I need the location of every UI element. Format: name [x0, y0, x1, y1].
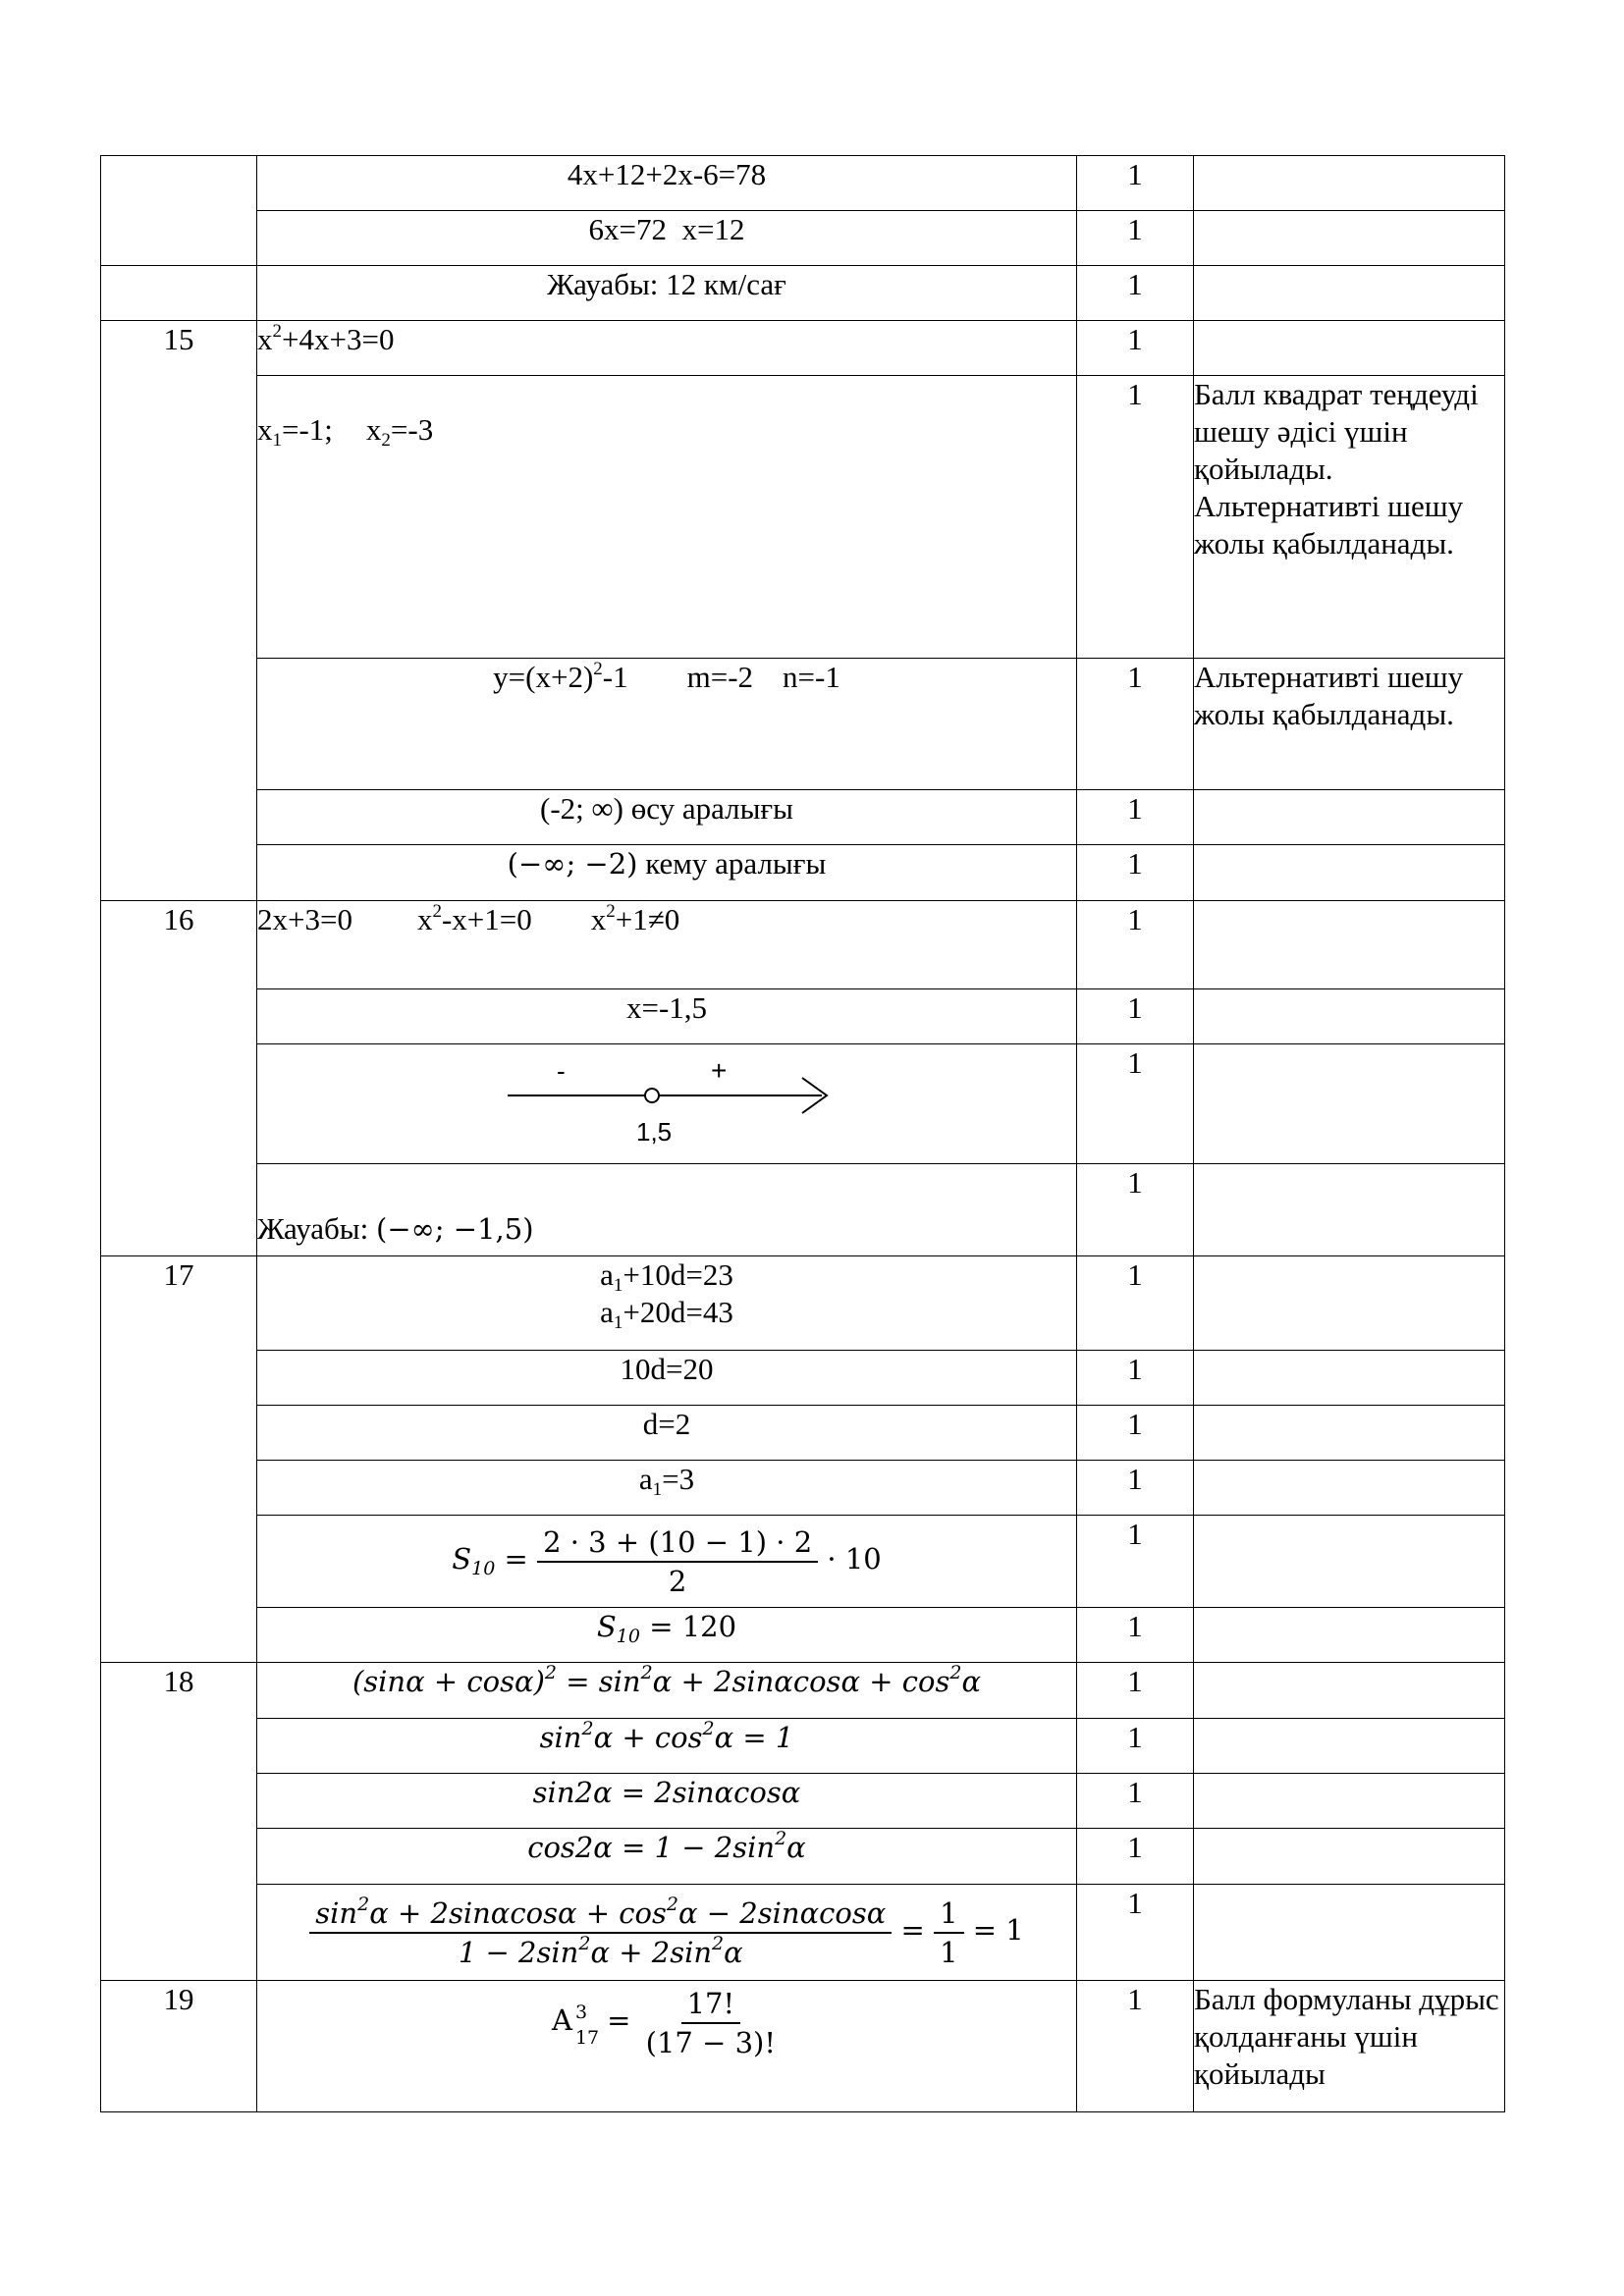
solution-step: $a_1=3$	[257, 1461, 1077, 1516]
solution-step: x=-1,5	[257, 989, 1077, 1044]
point-label: 1,5	[636, 1117, 673, 1147]
points-cell: 1	[1077, 1406, 1194, 1461]
table-row	[101, 901, 1505, 989]
table-row	[101, 266, 1505, 321]
open-point-icon	[645, 1089, 659, 1102]
comment-cell	[1194, 321, 1505, 376]
comment-cell	[1194, 901, 1505, 989]
solution-step: (−∞; −2) кему аралығы	[257, 845, 1077, 901]
comment-cell	[1194, 1516, 1505, 1608]
table-row	[101, 211, 1505, 266]
points-cell: 1	[1077, 845, 1194, 901]
points-cell: 1	[1077, 1829, 1194, 1885]
table-row	[101, 1663, 1505, 1719]
comment-cell	[1194, 1829, 1505, 1885]
comment-cell	[1194, 790, 1505, 845]
solution-step: d=2	[257, 1406, 1077, 1461]
task-number-17: 17	[101, 1256, 257, 1663]
number-line-cell	[257, 1044, 1077, 1164]
solution-step: $S_{10}$ = $\frac{2 \cdot 3 + (10 - 1) \cdot 2}{2}$ · 10	[257, 1516, 1077, 1608]
table-row	[101, 1351, 1505, 1406]
solution-step: $x_1=-1$; $x_2=-3$	[257, 376, 1077, 659]
comment-cell	[1194, 1608, 1505, 1663]
table-row	[101, 845, 1505, 901]
points-cell: 1	[1077, 1461, 1194, 1516]
solution-step: $\sin^2\alpha + \cos^2\alpha = 1$	[257, 1719, 1077, 1774]
solution-step: $\cos 2\alpha = 1 - 2\sin^2\alpha$	[257, 1829, 1077, 1885]
points-cell: 1	[1077, 989, 1194, 1044]
solution-step: $x^2+4x+3=0$	[257, 321, 1077, 376]
table-row	[101, 1608, 1505, 1663]
points-cell: 1	[1077, 376, 1194, 659]
answer-step: Жауабы: 12 км/сағ	[257, 266, 1077, 321]
number-line	[257, 1044, 1077, 1162]
table-row	[101, 989, 1505, 1044]
table-row	[101, 156, 1505, 211]
points-cell: 1	[1077, 1256, 1194, 1351]
comment-cell	[1194, 1351, 1505, 1406]
table-row	[101, 1044, 1505, 1164]
points-cell: 1	[1077, 1044, 1194, 1164]
table-row	[101, 1981, 1505, 2112]
solution-step: $a_1+10d=23$ $a_1+20d=43$	[257, 1256, 1077, 1351]
points-cell: 1	[1077, 1885, 1194, 1981]
task-number-16: 16	[101, 901, 257, 1256]
table-row	[101, 790, 1505, 845]
points-cell: 1	[1077, 211, 1194, 266]
comment-cell	[1194, 1044, 1505, 1164]
comment-cell	[1194, 1885, 1505, 1981]
table-row	[101, 1774, 1505, 1829]
points-cell: 1	[1077, 1516, 1194, 1608]
task-number-cell	[101, 156, 257, 266]
table-row	[101, 376, 1505, 659]
comment-cell	[1194, 845, 1505, 901]
solution-step: $S_{10} = 120$	[257, 1608, 1077, 1663]
comment-cell: Балл квадрат теңдеуді шешу әдісі үшін қойылады. Альтернативті шешу жолы қабылданады.	[1194, 376, 1505, 659]
comment-cell	[1194, 1164, 1505, 1256]
comment-cell	[1194, 211, 1505, 266]
fraction: $\frac{17!}{(17 - 3)!}$	[645, 1987, 777, 2059]
points-cell: 1	[1077, 1774, 1194, 1829]
comment-cell	[1194, 156, 1505, 211]
table-row	[101, 1829, 1505, 1885]
points-cell: 1	[1077, 321, 1194, 376]
points-cell: 1	[1077, 659, 1194, 790]
comment-cell	[1194, 1256, 1505, 1351]
table-row	[101, 1516, 1505, 1608]
comment-cell	[1194, 1774, 1505, 1829]
points-cell: 1	[1077, 1663, 1194, 1719]
comment-cell	[1194, 1719, 1505, 1774]
comment-cell	[1194, 1461, 1505, 1516]
answer-key-table	[100, 155, 1505, 2112]
comment-cell	[1194, 1663, 1505, 1719]
fraction: $\frac{2 \cdot 3 + (10 - 1) \cdot 2}{2}$	[537, 1525, 818, 1598]
table-row	[101, 1256, 1505, 1351]
comment-cell	[1194, 266, 1505, 321]
solution-step: (-2; ∞) өсу аралығы	[257, 790, 1077, 845]
points-cell: 1	[1077, 1164, 1194, 1256]
plus-sign: +	[711, 1055, 728, 1086]
task-number-cell	[101, 266, 257, 321]
comment-cell: Альтернативті шешу жолы қабылданады.	[1194, 659, 1505, 790]
task-number-19: 19	[101, 1981, 257, 2112]
solution-step: A 3 17 = $\frac{17!}{(17 - 3)!}$	[257, 1981, 1077, 2112]
fraction: $\frac{\sin^2\alpha + 2\sin\alpha\cos\alpha + \cos^2\alpha - 2\sin\alpha\cos\alpha}{1 - 2\sin^2\alpha + 2\sin^2\alpha}$	[309, 1896, 892, 1969]
task-number-15: 15	[101, 321, 257, 901]
points-cell: 1	[1077, 901, 1194, 989]
solution-step: 10d=20	[257, 1351, 1077, 1406]
table-row	[101, 321, 1505, 376]
table-row	[101, 659, 1505, 790]
points-cell: 1	[1077, 790, 1194, 845]
points-cell: 1	[1077, 1719, 1194, 1774]
solution-step: $\frac{\sin^2\alpha + 2\sin\alpha\cos\alpha + \cos^2\alpha - 2\sin\alpha\cos\alpha}{1 - 2\sin^2\alpha + 2\sin^2\alpha}$ = $\frac{1}{1}$ = 1	[257, 1885, 1077, 1981]
table-row	[101, 1406, 1505, 1461]
solution-step: 4x+12+2x-6=78	[257, 156, 1077, 211]
solution-step: sin2α = 2sinαcosα	[257, 1774, 1077, 1829]
solution-step: 2x+3=0 $x^2-x+1=0$ $x^2+1\ne 0$	[257, 901, 1077, 989]
minus-sign: -	[557, 1056, 566, 1086]
arrangement-symbol: A 3 17	[551, 2002, 600, 2050]
solution-step: $(\sin\alpha + \cos\alpha)^2 = \sin^2\alpha + 2\sin\alpha\cos\alpha + \cos^2\alpha$	[257, 1663, 1077, 1719]
solution-step: $y=(x+2)^2-1$ m=-2 n=-1	[257, 659, 1077, 790]
table-row	[101, 1885, 1505, 1981]
solution-step: 6x=72 x=12	[257, 211, 1077, 266]
fraction: $\frac{1}{1}$	[934, 1896, 963, 1969]
table-row	[101, 1719, 1505, 1774]
points-cell: 1	[1077, 1351, 1194, 1406]
table-row	[101, 1164, 1505, 1256]
points-cell: 1	[1077, 266, 1194, 321]
comment-cell: Балл формуланы дұрыс қолданғаны үшін қойылады	[1194, 1981, 1505, 2112]
comment-cell	[1194, 989, 1505, 1044]
task-number-18: 18	[101, 1663, 257, 1981]
comment-cell	[1194, 1406, 1505, 1461]
points-cell: 1	[1077, 1981, 1194, 2112]
table-row	[101, 1461, 1505, 1516]
answer-step: Жауабы: (−∞; −1,5)	[257, 1164, 1077, 1256]
points-cell: 1	[1077, 156, 1194, 211]
points-cell: 1	[1077, 1608, 1194, 1663]
